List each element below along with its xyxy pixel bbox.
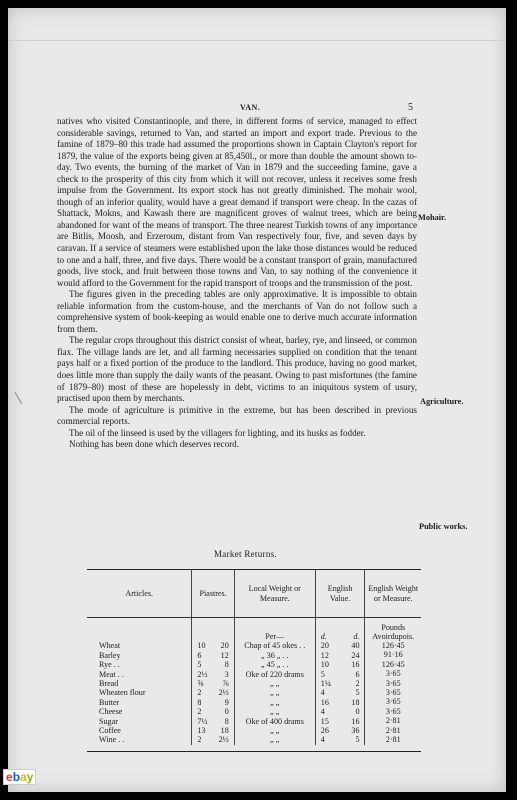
table-body-row (87, 618, 421, 745)
english-weight-column (365, 618, 421, 745)
piastres-high: ⅞ (222, 678, 229, 688)
piastres-low: 2 (197, 735, 202, 745)
header-piastres: Piastres. (192, 570, 234, 618)
piastres-high: 0 (224, 707, 229, 717)
paragraph-agriculture-mode: The mode of agriculture is primitive in the extreme, but has been described in previous commercial reports. (57, 404, 417, 427)
local-measure-cell: „ „ (270, 725, 280, 735)
piastres-column (192, 618, 234, 745)
table-caption: Market Returns. (214, 549, 277, 559)
piastres-cell (194, 641, 231, 650)
pence-label-2: d. (353, 632, 360, 641)
margin-mark (14, 386, 32, 405)
piastres-high: 2½ (218, 688, 229, 698)
value-low: 1¼ (320, 678, 331, 688)
english-value-cell (318, 688, 363, 697)
english-value-cell (318, 670, 363, 679)
piastres-low: 2 (197, 707, 202, 717)
pence-subheader (318, 632, 363, 641)
english-weight-cell: 2·81 (385, 725, 401, 735)
english-value-column (315, 618, 365, 745)
piastres-high: 12 (220, 650, 229, 660)
english-value-cell (318, 698, 363, 707)
value-high: 6 (355, 669, 360, 679)
piastres-low: 13 (197, 725, 206, 735)
piastres-high: 18 (220, 725, 229, 735)
piastres-low: 6 (197, 650, 202, 660)
piastres-cell (194, 688, 231, 697)
value-high: 36 (351, 725, 360, 735)
body-text (57, 116, 417, 451)
article-cell: Wine . . (99, 735, 125, 745)
sidenote-public-works: Public works. (419, 522, 468, 531)
market-returns-table-wrapper (87, 569, 421, 745)
english-weight-cell: 3·65 (385, 687, 401, 697)
piastres-high: 2½ (218, 735, 229, 745)
local-measure-cell: „ „ (270, 697, 280, 707)
piastres-low: ⅝ (197, 678, 204, 688)
sidenote-agriculture: Agriculture. (420, 397, 464, 406)
piastres-cell (194, 707, 231, 716)
english-weight-cell: 126·45 (381, 641, 405, 650)
piastres-cell (194, 735, 231, 744)
local-measure-cell: „ „ (270, 735, 280, 745)
local-measure-cell: Chap of 45 okes . . (244, 641, 306, 651)
local-measure-cell: Oke of 220 drams (245, 669, 304, 679)
english-weight-cell: 91·16 (383, 650, 403, 660)
piastres-low: 10 (197, 641, 206, 651)
piastres-high: 8 (224, 660, 229, 670)
value-low: 26 (320, 725, 329, 735)
piastres-low: 7½ (197, 716, 208, 726)
local-weight-column (234, 618, 315, 745)
value-low: 20 (320, 641, 329, 651)
piastres-high: 9 (224, 697, 229, 707)
piastres-cell (194, 651, 231, 660)
english-weight-cell: 3·65 (385, 706, 401, 716)
value-high: 16 (351, 716, 360, 726)
article-cell: Sugar (99, 716, 118, 726)
article-cell: Meat . . (99, 669, 124, 679)
header-title: VAN. (240, 103, 261, 112)
english-value-cell (318, 717, 363, 726)
local-measure-cell: Oke of 400 drams (245, 716, 304, 726)
english-weight-cell: 3·65 (385, 678, 401, 688)
piastres-low: 5 (197, 660, 202, 670)
header-english-value: English Value. (315, 570, 365, 618)
paragraph-linseed: The oil of the linseed is used by the villagers for lighting, and its husks as fodder. (69, 427, 366, 438)
value-low: 16 (320, 697, 329, 707)
article-cell: Bread (99, 678, 119, 688)
article-cell: Butter (99, 697, 120, 707)
value-high: 24 (351, 650, 360, 660)
header-articles: Articles. (87, 570, 192, 618)
value-high: 16 (351, 660, 360, 670)
piastres-high: 8 (224, 716, 229, 726)
article-cell: Cheese (99, 707, 123, 717)
value-high: 40 (351, 641, 360, 651)
value-low: 4 (320, 707, 325, 717)
article-cell: Coffee (99, 725, 121, 735)
value-low: 4 (320, 688, 325, 698)
paragraph-nothing: Nothing has been done which deserves record. (69, 439, 240, 450)
value-high: 2 (355, 678, 360, 688)
english-value-cell (318, 726, 363, 735)
running-header (8, 103, 506, 115)
article-cell: Rye . . (99, 660, 120, 670)
english-weight-cell: 3·65 (385, 669, 401, 679)
pence-label-1: d. (320, 632, 327, 641)
english-value-cell (318, 679, 363, 688)
english-value-cell (318, 707, 363, 716)
english-weight-cell: 3·65 (385, 697, 401, 707)
article-cell: Wheat (99, 641, 121, 651)
local-measure-cell: „ 36 „ . . (261, 650, 289, 660)
value-low: 10 (320, 660, 329, 670)
articles-column (87, 618, 192, 745)
english-weight-cell: 2·81 (385, 716, 401, 726)
per-subheader: Per— (265, 632, 285, 641)
local-measure-cell: „ „ (270, 678, 280, 688)
page-fold-line (8, 40, 506, 41)
paragraph-trade: natives who visited Constantinople, and there, in different forms of service, managed to effect considerable savings, returned to Van, and started an import and export trade. Previous to the famine of 1879–80 this trade had assumed the proportions shown in Captain Clayton's report for 1879, the value of the exports being given at 85,450l., or more than double the amount shown to-day. Two events, the burning of the market of Van in 1879 and the succeeding famine, gave a check to the prosperity of this city from which it will not recover, unless it receives some fresh impulse from the Government. Its export stock has not greatly diminished. The mohair wool, though of an inferior quality, would have a great demand if transport were cheap. In the cazas of Shattack, Mokns, and Kawash there are magnificent groves of walnut trees, which are being abandoned for want of the means of transport. The three nearest Turkish towns of any importance are Bitlis, Moosh, and Erzeroum, distant from Van respectively four, five, and seven days by caravan. If a service of steamers were established upon the lake those distances would be reduced to one and a half, three, and five days. There would be a constant transport of grain, manufactured goods, live stock, and fruit between those towns and Van, to say nothing of the convenience it would afford to the Government for the rapid transport of troops and the transmission of the post. (57, 116, 417, 288)
english-weight-cell: 2·81 (385, 734, 401, 744)
header-english-weight: English Weight or Measure. (365, 570, 421, 618)
ebay-watermark-logo: ebay (3, 769, 36, 785)
piastres-high: 20 (220, 641, 229, 651)
value-low: 12 (320, 650, 329, 660)
article-cell: Barley (99, 650, 121, 660)
header-local-weight: Local Weight or Measure. (234, 570, 315, 618)
piastres-low: 2 (197, 688, 202, 698)
value-low: 4 (320, 735, 325, 745)
piastres-cell (194, 679, 231, 688)
piastres-cell (194, 726, 231, 735)
value-low: 15 (320, 716, 329, 726)
document-page (8, 8, 506, 792)
piastres-low: 2½ (197, 669, 208, 679)
page-number: 5 (408, 102, 413, 113)
sidenote-mohair: Mohair. (418, 213, 447, 222)
value-high: 5 (355, 735, 360, 745)
piastres-cell (194, 698, 231, 707)
market-returns-table (87, 569, 421, 752)
article-cell: Wheaten flour (99, 688, 146, 698)
english-weight-cell: 126·45 (381, 659, 405, 669)
english-value-cell (318, 660, 363, 669)
paragraph-crops: The regular crops throughout this district consist of wheat, barley, rye, and linseed, or common flax. The village lands are let, and all farming necessaries supplied on condition that the tenant pays half or a fixed portion of the produce to the landlord. This produce, having no good market, does little more than supply the daily wants of the peasant. Owing to past misfortunes (the famine of 1879–80) most of these are hopelessly in debt, victims to an iniquitous system of usury, practised upon them by merchants. (57, 335, 417, 404)
english-value-cell (318, 651, 363, 660)
value-high: 5 (355, 688, 360, 698)
piastres-low: 8 (197, 697, 202, 707)
local-measure-cell: „ „ (270, 707, 280, 717)
piastres-cell (194, 670, 231, 679)
paragraph-figures: The figures given in the preceding tables are only approximative. It is impossible to obtain reliable information from the custom-house, and the merchants of Van do not follow such a comprehensive system of book-keeping as would enable one to derive much accurate information from them. (57, 289, 417, 334)
english-value-cell (318, 641, 363, 650)
piastres-cell (194, 660, 231, 669)
local-measure-cell: „ 45 „ . . (261, 660, 289, 670)
english-value-cell (318, 735, 363, 744)
value-high: 18 (351, 697, 360, 707)
piastres-high: 3 (224, 669, 229, 679)
value-low: 5 (320, 669, 325, 679)
piastres-cell (194, 717, 231, 726)
local-measure-cell: „ „ (270, 688, 280, 698)
pounds-subheader: Pounds Avoirdupois. (372, 623, 415, 641)
value-high: 0 (355, 707, 360, 717)
